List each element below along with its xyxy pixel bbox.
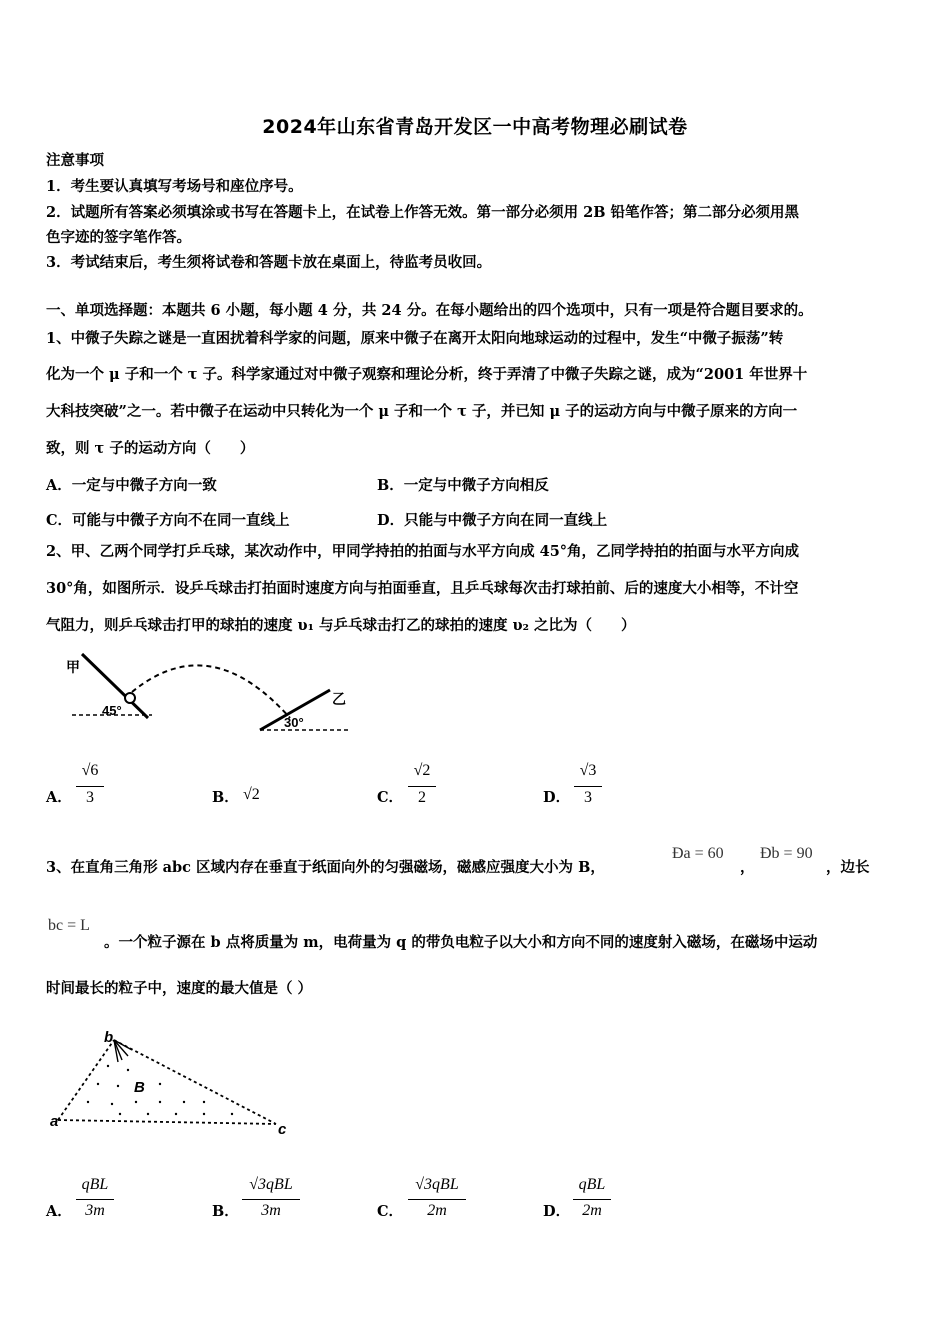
q2-option-c-label: C．	[377, 789, 404, 806]
q3-option-b-fraction	[242, 1176, 300, 1224]
q1-option-a: A．一定与中微子方向一致	[46, 477, 217, 494]
vertex-c: c	[278, 1121, 287, 1138]
q2-option-a-fraction	[76, 762, 104, 810]
numerator: √6	[81, 762, 99, 779]
q3-option-d-fraction	[573, 1176, 611, 1224]
q2-option-d-label: D．	[543, 789, 571, 806]
q3-triangle-figure	[48, 1026, 298, 1138]
label-yi: 乙	[332, 691, 346, 707]
q3-angle-b: Ðb = 90	[760, 845, 813, 862]
fraction-bar	[76, 1199, 114, 1200]
q3-option-d-label: D．	[543, 1203, 571, 1220]
q3-option-c-label: C．	[377, 1203, 404, 1220]
denominator: 3m	[85, 1202, 105, 1219]
angle-45: 45°	[102, 703, 122, 718]
q3-bc-equation: bc = L	[48, 917, 90, 934]
field-label-B: B	[134, 1079, 145, 1096]
section-heading: 一、单项选择题：本题共 6 小题，每小题 4 分，共 24 分。在每小题给出的四个选项中，只有一项是符合题目要求的。	[46, 302, 813, 319]
q3-line-1a: 3、在直角三角形 abc 区域内存在垂直于纸面向外的匀强磁场，磁感应强度大小为 B，	[46, 859, 605, 876]
label-jia: 甲	[66, 659, 80, 675]
fraction-bar	[76, 786, 104, 787]
q2-line-1: 2、甲、乙两个同学打乒乓球，某次动作中，甲同学持拍的拍面与水平方向成 45°角，乙同学持拍的拍面与水平方向成	[46, 543, 800, 560]
numerator: √3	[579, 762, 597, 779]
notice-item-1: 1．考生要认真填写考场号和座位序号。	[46, 178, 303, 195]
q3-option-a-fraction	[76, 1176, 114, 1224]
numerator: √2	[413, 762, 431, 779]
q2-line-3: 气阻力，则乒乓球击打甲的球拍的速度 υ₁ 与乒乓球击打乙的球拍的速度 υ₂ 之比为（ ）	[46, 617, 636, 634]
notice-item-2: 2．试题所有答案必须填涂或书写在答题卡上，在试卷上作答无效。第一部分必须用 2B 铅笔作答；第二部分必须用黑	[46, 204, 800, 221]
vertex-a: a	[50, 1113, 59, 1130]
denominator: 2	[418, 789, 426, 806]
q3-line-3: 时间最长的粒子中，速度的最大值是（ ）	[46, 980, 313, 997]
q2-option-c-fraction	[408, 762, 436, 810]
q2-option-b-value: √2	[243, 786, 260, 803]
fraction-bar	[408, 786, 436, 787]
q3-option-b-label: B．	[212, 1203, 239, 1220]
denominator: 3m	[261, 1202, 281, 1219]
notice-heading: 注意事项	[46, 152, 104, 169]
page-title: 2024年山东省青岛开发区一中高考物理必刷试卷	[262, 116, 688, 138]
q3-option-a-label: A．	[46, 1203, 72, 1220]
q2-table-tennis-figure	[60, 648, 360, 738]
q3-line-1b: ，边长	[826, 859, 870, 876]
denominator: 3	[86, 789, 94, 806]
q3-line-2: 。一个粒子源在 b 点将质量为 m，电荷量为 q 的带负电粒子以大小和方向不同的速度射入磁场，在磁场中运动	[104, 934, 818, 951]
vertex-b: b	[104, 1029, 114, 1046]
fraction-bar	[574, 786, 602, 787]
side-ab	[58, 1040, 114, 1120]
numerator: √3qBL	[415, 1176, 459, 1193]
q1-line-1: 1、中微子失踪之谜是一直困扰着科学家的问题，原来中微子在离开太阳向地球运动的过程中，发生“中微子振荡”转	[46, 330, 784, 347]
ball	[125, 693, 135, 703]
q2-option-a-label: A．	[46, 789, 72, 806]
q1-line-3: 大科技突破”之一。若中微子在运动中只转化为一个 μ 子和一个 τ 子，并已知 μ 子的运动方向与中微子原来的方向一	[46, 403, 798, 420]
denominator: 2m	[427, 1202, 447, 1219]
q3-option-c-fraction	[408, 1176, 466, 1224]
angle-30: 30°	[284, 715, 304, 730]
q1-line-4: 致，则 τ 子的运动方向（ ）	[46, 440, 255, 457]
q3-comma: ，	[740, 859, 755, 876]
q2-line-2: 30°角，如图所示．设乒乓球击打拍面时速度方向与拍面垂直，且乒乓球每次击打球拍前、后的速度大小相等，不计空	[46, 580, 799, 597]
fraction-bar	[573, 1199, 611, 1200]
q1-option-b: B．一定与中微子方向相反	[377, 477, 549, 494]
notice-item-2-cont: 色字迹的签字笔作答。	[46, 229, 191, 246]
fraction-bar	[242, 1199, 300, 1200]
denominator: 2m	[582, 1202, 602, 1219]
ball-trajectory	[132, 665, 290, 718]
numerator: qBL	[578, 1176, 606, 1193]
denominator: 3	[584, 789, 592, 806]
q1-option-c: C．可能与中微子方向不在同一直线上	[46, 512, 290, 529]
side-ac	[58, 1120, 276, 1124]
q3-angle-a: Ða = 60	[672, 845, 724, 862]
fraction-bar	[408, 1199, 466, 1200]
numerator: √3qBL	[249, 1176, 293, 1193]
q2-option-d-fraction	[574, 762, 602, 810]
q2-option-b-label: B．	[212, 789, 239, 806]
notice-item-3: 3．考试结束后，考生须将试卷和答题卡放在桌面上，待监考员收回。	[46, 254, 492, 271]
q1-line-2: 化为一个 μ 子和一个 τ 子。科学家通过对中微子观察和理论分析，终于弄清了中微子失踪之谜，成为“2001 年世界十	[46, 366, 808, 383]
velocity-arrows	[114, 1040, 132, 1062]
q1-option-d: D．只能与中微子方向在同一直线上	[377, 512, 608, 529]
numerator: qBL	[81, 1176, 109, 1193]
